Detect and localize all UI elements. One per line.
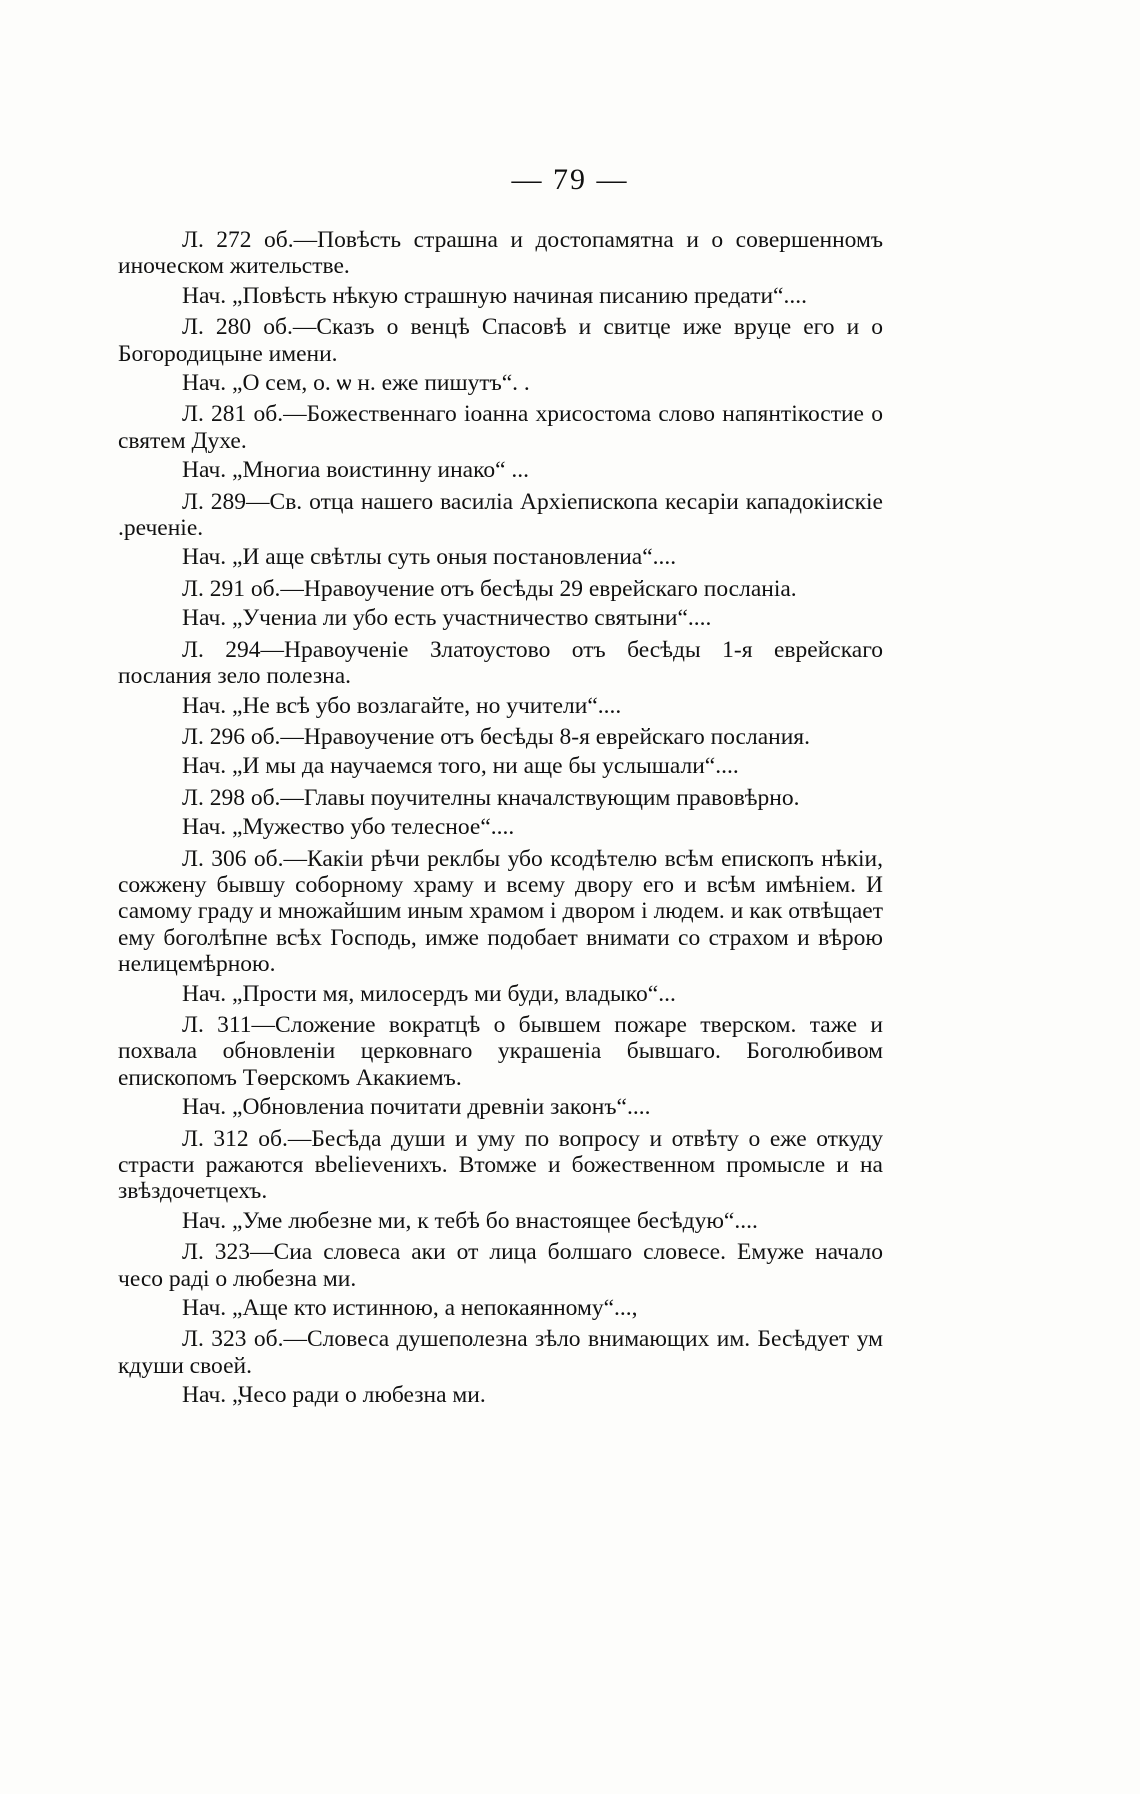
- entry-l296: [118, 724, 883, 780]
- entry-heading: Л. 289—Св. отца нашего василіа Архіепископа кесаріи кападокіискіе .реченіе.: [118, 488, 883, 542]
- entry-incipit: Нач. „Учениа ли убо есть участничество святыни“....: [182, 605, 712, 632]
- entry-heading: Л. 312 об.—Бесѣда души и уму по вопросу и отвѣту о еже откуду страсти ражаются вbelieveнихъ. Втомже и божественном промысле и на звѣздочетцехъ.: [118, 1125, 883, 1205]
- entry-l294: [118, 637, 883, 719]
- entry-l312: [118, 1126, 883, 1235]
- entry-incipit: Нач. „Многиа воистинну инако“ ...: [182, 457, 530, 484]
- entry-incipit: Нач. „Мужество убо телесное“....: [182, 814, 515, 841]
- entry-incipit: Нач. „Уме любезне ми, к тебѣ бо внастоящее бесѣдую“....: [182, 1207, 758, 1234]
- entry-l298: [118, 785, 883, 841]
- entry-l281: [118, 401, 883, 483]
- entry-incipit: Нач. „Повѣсть нѣкую страшную начиная писанию предати“....: [182, 282, 807, 309]
- entry-l289: [118, 489, 883, 571]
- entry-l323: [118, 1239, 883, 1321]
- entry-incipit: Нач. „О сем, о. ѡ н. еже пишутъ“. .: [182, 370, 530, 397]
- entry-heading: Л. 294—Нравоученіе Златоустово отъ бесѣды 1-я еврейскаго послания зело полезна.: [118, 636, 883, 690]
- entry-heading: Л. 306 об.—Какіи рѣчи реклбы убо ксодѣтелю всѣм епископъ нѣкіи, сожжену бывшу соборному храму и всему двору его и всѣм имѣніем. И самому граду и множайшим иным храмом і двором і людем. и как отвѣщает ему боголѣпне всѣх Господь, имже подобает внимати со страхом и вѣрою нелицемѣрною.: [118, 845, 883, 978]
- entry-incipit: Нач. „И мы да научаемся того, ни аще бы услышали“....: [182, 753, 739, 780]
- entry-l306: [118, 846, 883, 1007]
- entry-heading: Л. 291 об.—Нравоучение отъ бесѣды 29 еврейскаго посланіа.: [182, 575, 797, 602]
- entry-incipit: Нач. „Аще кто истинною, а непокаянному“...,: [182, 1295, 638, 1322]
- entry-incipit: Нач. „И аще свѣтлы суть оныя постановлениа“....: [182, 544, 677, 571]
- entry-heading: Л. 272 об.—Повѣсть страшна и достопамятна и о совершенномъ иноческом жительстве.: [118, 227, 883, 280]
- entry-l272: [118, 227, 883, 309]
- entry-l280: [118, 314, 883, 396]
- entry-heading: Л. 298 об.—Главы поучителны кначалствующим правовѣрно.: [182, 784, 800, 811]
- entry-heading: Л. 323 об.—Словеса душеполезна зѣло внимающих им. Бесѣдует ум кдуши своей.: [118, 1326, 883, 1379]
- entry-heading: Л. 281 об.—Божественнаго іоанна хрисостома слово напянтікостие о святем Духе.: [118, 401, 883, 454]
- entry-heading: Л. 280 об.—Сказъ о венцѣ Спасовѣ и свитце иже вруце его и о Богородицыне имени.: [118, 314, 883, 367]
- entry-l323-ob: [118, 1326, 883, 1408]
- entry-heading: Л. 323—Сиа словеса аки от лица болшаго словесе. Емуже начало чесо раді о любезна ми.: [118, 1239, 883, 1292]
- entry-incipit: Нач. „Чесо ради о любезна ми.: [182, 1382, 486, 1409]
- manuscript-entries: [118, 225, 883, 1414]
- entry-incipit: Нач. „Обновлениа почитати древніи законъ“....: [182, 1094, 651, 1121]
- page-number: — 79 —: [511, 163, 629, 196]
- entry-incipit: Нач. „Прости мя, милосердъ ми буди, владыко“...: [182, 980, 676, 1007]
- entry-heading: Л. 311—Сложение вократцѣ о бывшем пожаре тверском. таже и похвала обновленіи церковнаго украшеніа бывшаго. Боголюбивом епископомъ Тѳерскомъ Акакиемъ.: [118, 1011, 883, 1091]
- entry-l311: [118, 1012, 883, 1121]
- entry-l291: [118, 576, 883, 632]
- entry-incipit: Нач. „Не всѣ убо возлагайте, но учители“....: [182, 692, 622, 719]
- entry-heading: Л. 296 об.—Нравоучение отъ бесѣды 8-я еврейскаго послания.: [182, 723, 810, 750]
